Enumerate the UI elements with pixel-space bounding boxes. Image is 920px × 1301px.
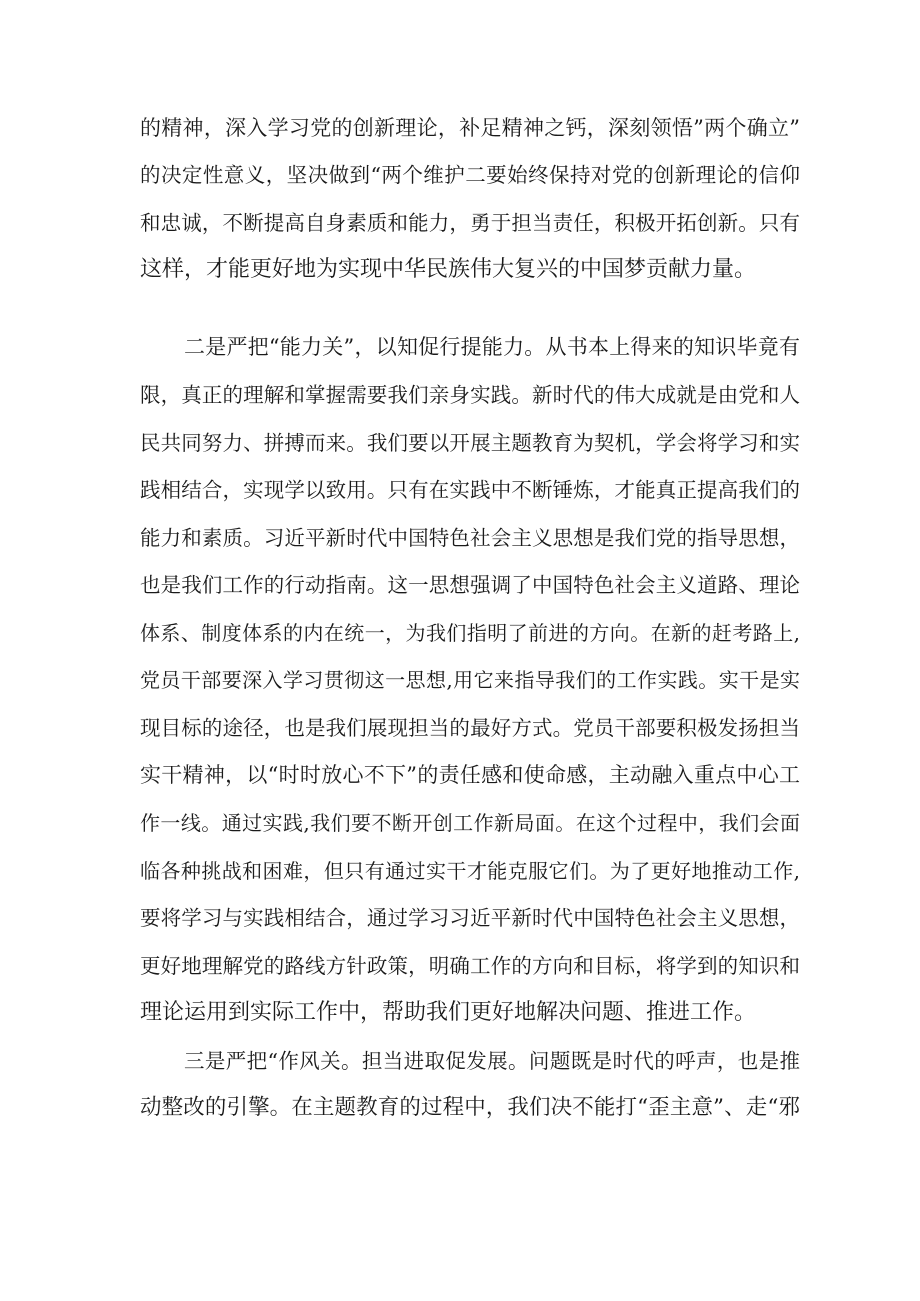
paragraph-line: 现目标的途径，也是我们展现担当的最好方式。党员干部要积极发扬担当 bbox=[140, 716, 800, 740]
paragraph-line: 理论运用到实际工作中，帮助我们更好地解决问题、推进工作。 bbox=[140, 1000, 757, 1025]
paragraph-line: 民共同努力、拼搏而来。我们要以开展主题教育为契机，学会将学习和实 bbox=[140, 431, 800, 455]
paragraph-line: 能力和素质。习近平新时代中国特色社会主义思想是我们党的指导思想， bbox=[140, 526, 800, 550]
paragraph-line: 作一线。通过实践,我们要不断开创工作新局面。在这个过程中，我们会面 bbox=[140, 811, 800, 835]
paragraph-line: 临各种挑战和困难，但只有通过实干才能克服它们。为了更好地推动工作, bbox=[140, 859, 800, 883]
paragraph-line: 要将学习与实践相结合，通过学习习近平新时代中国特色社会主义思想， bbox=[140, 906, 800, 930]
paragraph-line: 践相结合，实现学以致用。只有在实践中不断锤炼，才能真正提高我们的 bbox=[140, 478, 800, 502]
paragraph-line: 和忠诚，不断提高自身素质和能力，勇于担当责任，积极开拓创新。只有 bbox=[140, 211, 800, 235]
paragraph-line: 也是我们工作的行动指南。这一思想强调了中国特色社会主义道路、理论 bbox=[140, 573, 800, 597]
paragraph-line: 这样，才能更好地为实现中华民族伟大复兴的中国梦贡献力量。 bbox=[140, 257, 757, 282]
paragraph-line: 二是严把“能力关”，以知促行提能力。从书本上得来的知识毕竟有 bbox=[184, 335, 800, 359]
paragraph-line: 实干精神，以“时时放心不下”的责任感和使命感，主动融入重点中心工 bbox=[140, 763, 800, 787]
paragraph-line: 更好地理解党的路线方针政策，明确工作的方向和目标，将学到的知识和 bbox=[140, 954, 800, 978]
paragraph-line: 体系、制度体系的内在统一，为我们指明了前进的方向。在新的赶考路上, bbox=[140, 621, 800, 645]
paragraph-line: 的精神，深入学习党的创新理论，补足精神之钙，深刻领悟”两个确立” bbox=[140, 116, 800, 140]
paragraph-line: 限，真正的理解和掌握需要我们亲身实践。新时代的伟大成就是由党和人 bbox=[140, 383, 800, 407]
paragraph-line: 三是严把“作风关。担当进取促发展。问题既是时代的呼声，也是推 bbox=[184, 1049, 800, 1073]
paragraph-line: 动整改的引擎。在主题教育的过程中，我们决不能打“歪主意”、走“邪 bbox=[140, 1095, 800, 1120]
paragraph-line: 的决定性意义，坚决做到“两个维护二要始终保持对党的创新理论的信仰 bbox=[140, 163, 800, 187]
paragraph-line: 党员干部要深入学习贯彻这一思想,用它来指导我们的工作实践。实干是实 bbox=[140, 668, 800, 692]
